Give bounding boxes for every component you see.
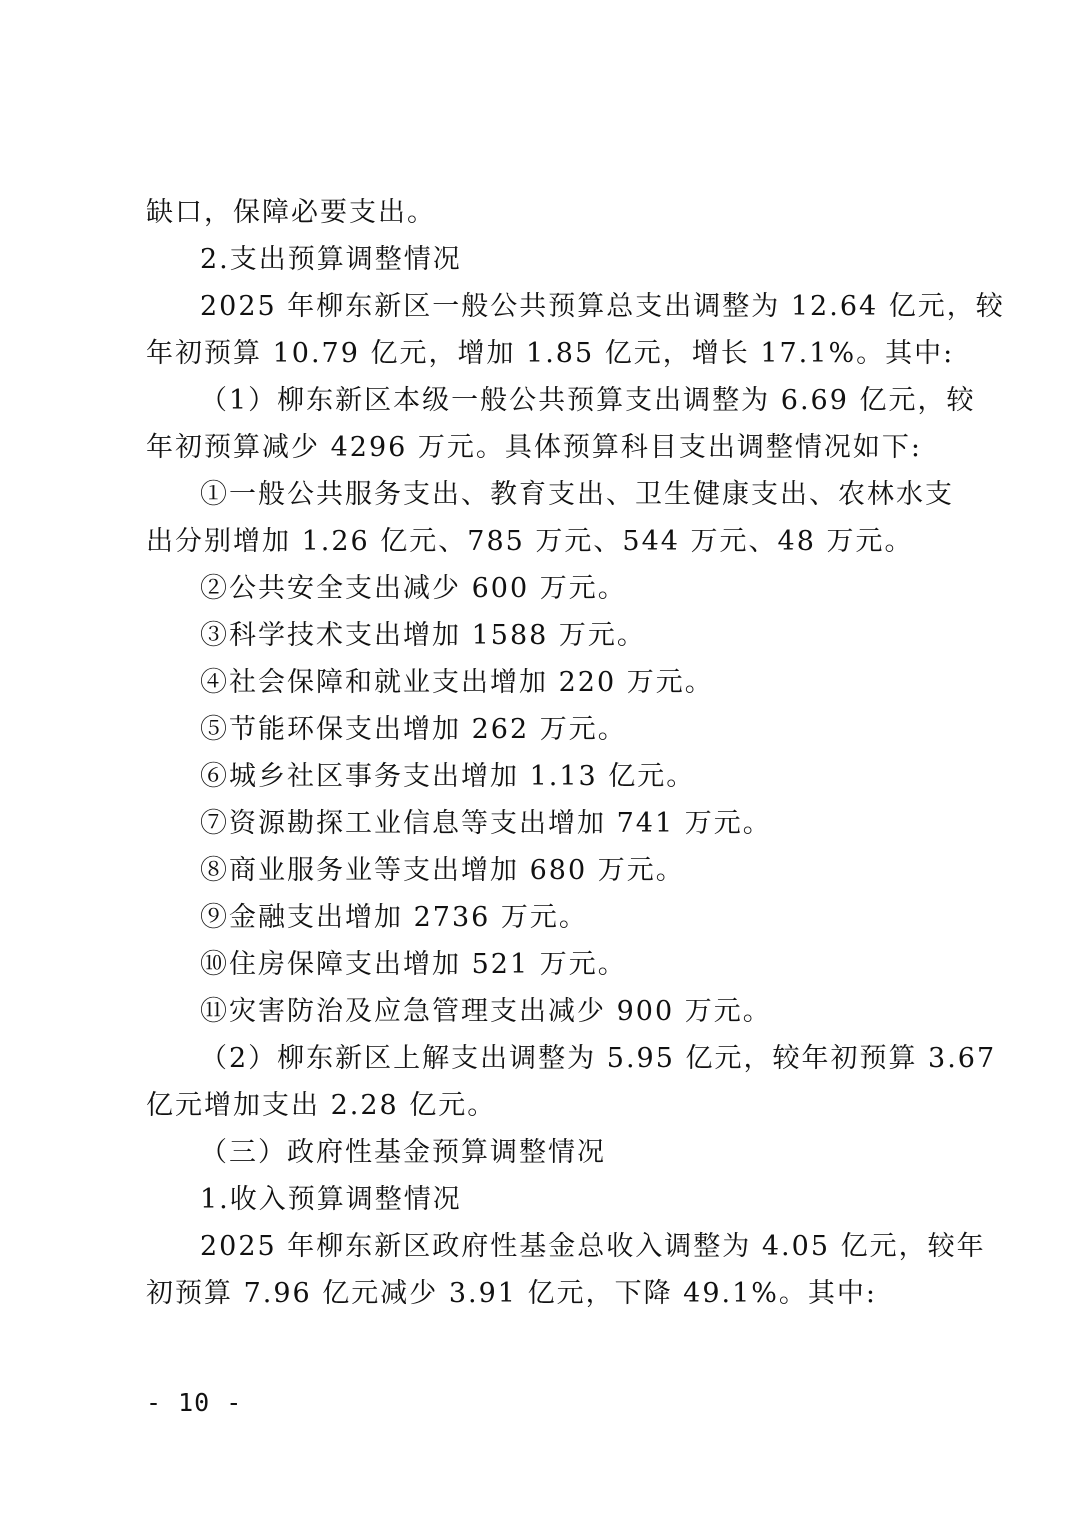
list-item: ⑥城乡社区事务支出增加 1.13 亿元。: [200, 761, 696, 792]
list-item: ⑦资源勘探工业信息等支出增加 741 万元。: [200, 808, 772, 839]
list-item: ④社会保障和就业支出增加 220 万元。: [200, 667, 714, 698]
list-item-line: ①一般公共服务支出、教育支出、卫生健康支出、农林水支: [200, 479, 954, 510]
list-item: ③科学技术支出增加 1588 万元。: [200, 620, 646, 651]
section-heading-expenditure: 2.支出预算调整情况: [200, 244, 462, 275]
list-item: ②公共安全支出减少 600 万元。: [200, 573, 627, 604]
list-item-line: 出分别增加 1.26 亿元、785 万元、544 万元、48 万元。: [146, 526, 914, 557]
section-heading-revenue: 1.收入预算调整情况: [200, 1184, 462, 1215]
paragraph-line: 亿元增加支出 2.28 亿元。: [146, 1090, 497, 1121]
list-item: ⑩住房保障支出增加 521 万元。: [200, 949, 627, 980]
paragraph-line: （2）柳东新区上解支出调整为 5.95 亿元，较年初预算 3.67: [200, 1043, 997, 1074]
list-item: ⑤节能环保支出增加 262 万元。: [200, 714, 627, 745]
paragraph-line: 年初预算减少 4296 万元。具体预算科目支出调整情况如下:: [146, 432, 922, 463]
list-item: ⑧商业服务业等支出增加 680 万元。: [200, 855, 685, 886]
paragraph-line: 初预算 7.96 亿元减少 3.91 亿元，下降 49.1%。其中:: [146, 1278, 878, 1309]
paragraph-line: 2025 年柳东新区一般公共预算总支出调整为 12.64 亿元，较: [200, 291, 1005, 322]
paragraph-line: 2025 年柳东新区政府性基金总收入调整为 4.05 亿元，较年: [200, 1231, 986, 1262]
list-item: ⑪灾害防治及应急管理支出减少 900 万元。: [200, 996, 772, 1027]
section-heading-government-fund: （三）政府性基金预算调整情况: [200, 1137, 606, 1168]
paragraph-line: （1）柳东新区本级一般公共预算支出调整为 6.69 亿元，较: [200, 385, 976, 416]
list-item: ⑨金融支出增加 2736 万元。: [200, 902, 588, 933]
paragraph-line: 年初预算 10.79 亿元，增加 1.85 亿元，增长 17.1%。其中:: [146, 338, 955, 369]
page-number: - 10 -: [146, 1388, 243, 1417]
text-line-continuation: 缺口，保障必要支出。: [146, 197, 436, 228]
